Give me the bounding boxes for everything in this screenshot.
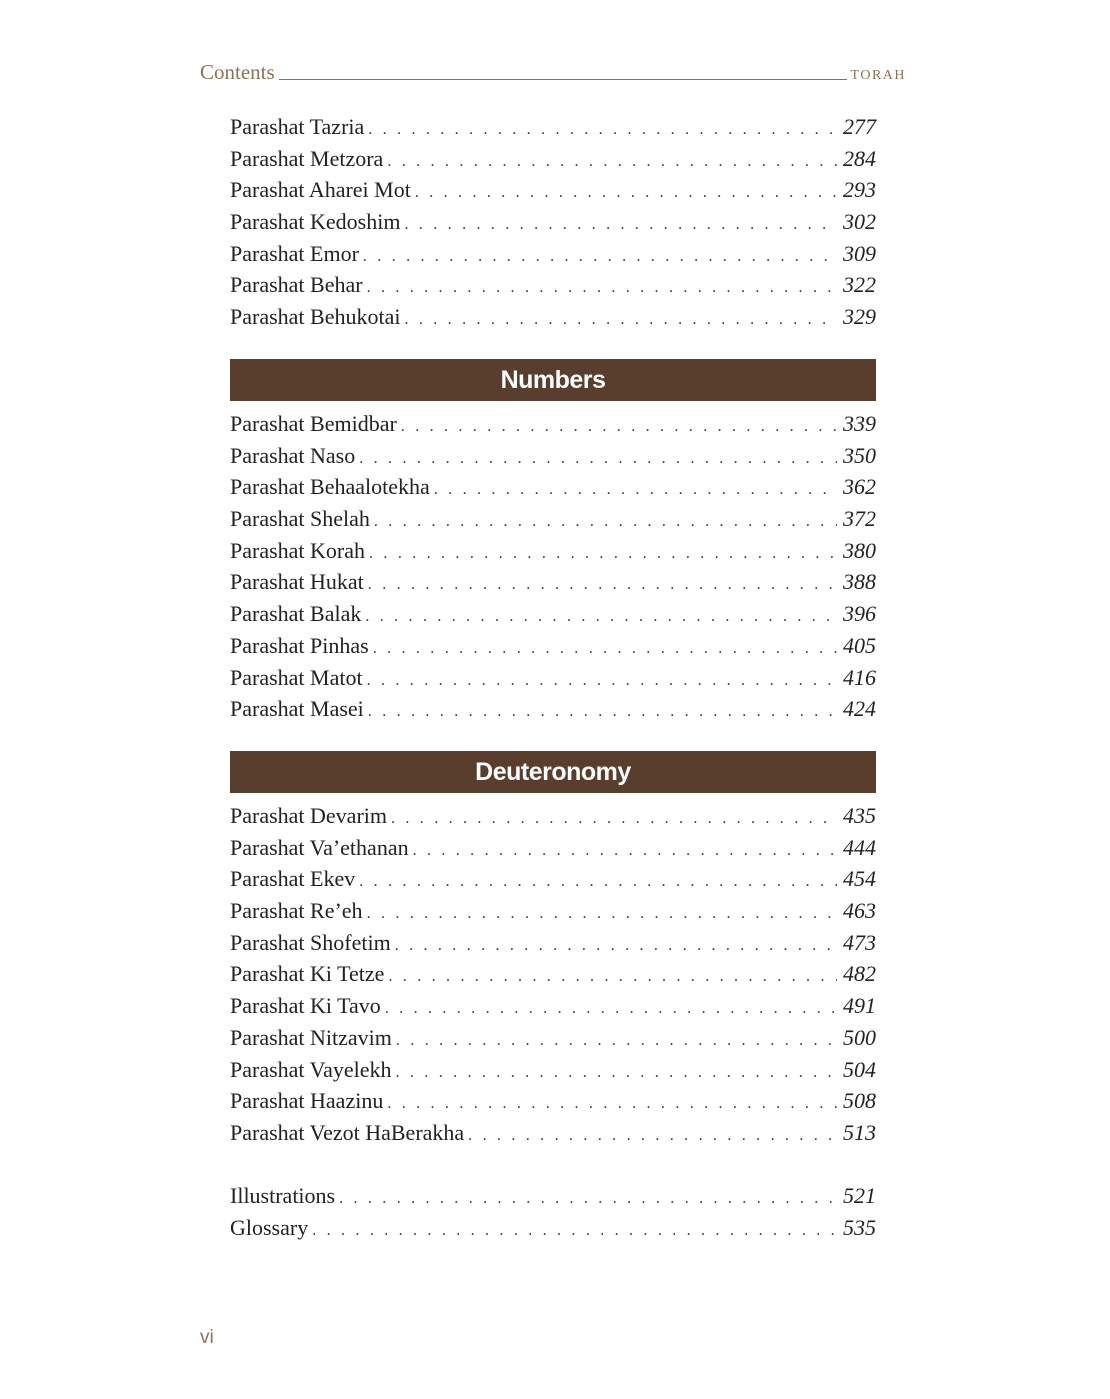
- toc-entry[interactable]: [230, 174, 876, 206]
- toc-entry-page: 435: [843, 803, 876, 828]
- toc-entry-title: Parashat Devarim: [230, 803, 387, 828]
- toc-leviticus-list: [230, 111, 876, 333]
- toc-entry-page: 504: [843, 1056, 876, 1082]
- section-heading-numbers: Numbers: [230, 359, 876, 401]
- toc-entry-page: 284: [843, 145, 876, 171]
- toc-entry-page: 362: [843, 474, 876, 500]
- toc-entry[interactable]: [230, 1022, 876, 1054]
- running-head-rule: [279, 79, 847, 80]
- toc-entry-title: Parashat Behukotai: [230, 304, 401, 330]
- toc-entry-title: Parashat Masei: [230, 696, 364, 722]
- dot-leader: [373, 633, 837, 665]
- toc-entry-title: Parashat Behar: [230, 272, 363, 298]
- toc-entry[interactable]: [230, 440, 876, 472]
- toc-entry-page: 416: [843, 664, 876, 690]
- toc-entry[interactable]: [230, 598, 876, 630]
- toc-entry-page: 424: [843, 696, 876, 722]
- toc-entry-page: 380: [843, 537, 876, 563]
- dot-leader: [391, 803, 837, 835]
- running-head: [200, 58, 906, 86]
- toc-entry[interactable]: [230, 990, 876, 1022]
- running-head-section: Contents: [200, 60, 275, 84]
- toc-entry[interactable]: [230, 566, 876, 598]
- toc-entry-page: 454: [843, 866, 876, 892]
- toc-entry-page: 396: [843, 601, 876, 627]
- toc-entry[interactable]: [230, 143, 876, 175]
- toc-entry-page: 463: [843, 898, 876, 924]
- toc-entry[interactable]: [230, 1054, 876, 1086]
- toc-entry[interactable]: [230, 269, 876, 301]
- toc-entry[interactable]: [230, 1117, 876, 1149]
- toc-entry-title: Parashat Vayelekh: [230, 1056, 392, 1082]
- toc-entry[interactable]: [230, 662, 876, 694]
- toc-entry-title: Parashat Ki Tavo: [230, 993, 381, 1019]
- toc-entry[interactable]: [230, 1180, 876, 1212]
- toc-entry-title: Parashat Korah: [230, 537, 366, 563]
- toc-entry-title: Parashat Tazria: [230, 114, 365, 139]
- dot-leader: [413, 835, 837, 867]
- toc-entry-page: 521: [843, 1183, 876, 1208]
- toc-entry-title: Parashat Balak: [230, 601, 362, 627]
- toc-entry-page: 277: [843, 114, 876, 139]
- toc-entry-title: Parashat Matot: [230, 664, 363, 690]
- toc-entry-title: Illustrations: [230, 1183, 336, 1208]
- toc-entry[interactable]: [230, 832, 876, 864]
- toc-entry-title: Parashat Nitzavim: [230, 1024, 392, 1050]
- toc-entry[interactable]: [230, 111, 876, 143]
- dot-leader: [395, 930, 837, 962]
- dot-leader: [396, 1025, 837, 1057]
- toc-entry-title: Parashat Pinhas: [230, 632, 369, 658]
- toc-back-matter-list: [230, 1180, 876, 1243]
- dot-leader: [368, 114, 837, 146]
- toc-entry-page: 339: [843, 411, 876, 436]
- toc-entry[interactable]: [230, 206, 876, 238]
- toc-entry-title: Parashat Ekev: [230, 866, 356, 892]
- toc-entry-page: 293: [843, 177, 876, 203]
- toc-entry-title: Parashat Ki Tetze: [230, 961, 385, 987]
- toc-entry[interactable]: [230, 693, 876, 725]
- running-head-book: TORAH: [850, 68, 906, 83]
- toc-entry-title: Parashat Re’eh: [230, 898, 363, 924]
- toc-entry-title: Parashat Haazinu: [230, 1088, 384, 1114]
- toc-entry-page: 482: [843, 961, 876, 987]
- toc-entry-page: 473: [843, 929, 876, 955]
- toc-entry-page: 508: [843, 1088, 876, 1114]
- toc-entry[interactable]: [230, 895, 876, 927]
- dot-leader: [415, 177, 837, 209]
- toc-entry[interactable]: [230, 471, 876, 503]
- dot-leader: [367, 898, 837, 930]
- toc-entry-title: Parashat Vezot HaBerakha: [230, 1119, 465, 1145]
- toc-entry-page: 491: [843, 993, 876, 1019]
- toc-entry-title: Parashat Behaalotekha: [230, 474, 430, 500]
- toc-numbers-list: [230, 408, 876, 725]
- toc-entry[interactable]: [230, 1085, 876, 1117]
- dot-leader: [359, 866, 837, 898]
- toc-deuteronomy-list: [230, 800, 876, 1149]
- toc-entry-page: 322: [843, 272, 876, 298]
- toc-entry-page: 513: [843, 1119, 876, 1145]
- toc-entry-title: Parashat Va’ethanan: [230, 834, 409, 860]
- toc-entry-title: Parashat Kedoshim: [230, 209, 401, 235]
- toc-entry[interactable]: [230, 800, 876, 832]
- toc-entry-title: Parashat Aharei Mot: [230, 177, 411, 203]
- toc-entry[interactable]: [230, 1212, 876, 1244]
- dot-leader: [359, 443, 837, 475]
- toc-entry-page: 350: [843, 442, 876, 468]
- toc-entry-page: 309: [843, 240, 876, 266]
- dot-leader: [339, 1183, 837, 1215]
- toc-entry[interactable]: [230, 238, 876, 270]
- dot-leader: [312, 1215, 837, 1247]
- toc-entry[interactable]: [230, 301, 876, 333]
- dot-leader: [367, 272, 837, 304]
- toc-entry[interactable]: [230, 863, 876, 895]
- toc-entry-title: Parashat Metzora: [230, 145, 384, 171]
- section-heading-deuteronomy: Deuteronomy: [230, 751, 876, 793]
- dot-leader: [368, 569, 837, 601]
- toc-entry-title: Parashat Shelah: [230, 506, 370, 532]
- toc-entry-title: Parashat Bemidbar: [230, 411, 397, 436]
- dot-leader: [404, 304, 837, 336]
- toc-entry[interactable]: [230, 927, 876, 959]
- toc-entry-page: 302: [843, 209, 876, 235]
- toc-entry[interactable]: [230, 535, 876, 567]
- toc-entry-page: 444: [843, 834, 876, 860]
- dot-leader: [388, 961, 837, 993]
- page-number: vi: [200, 1327, 214, 1348]
- toc-entry[interactable]: [230, 408, 876, 440]
- toc-entry-page: 500: [843, 1024, 876, 1050]
- dot-leader: [396, 1057, 838, 1089]
- toc-entry-page: 388: [843, 569, 876, 595]
- dot-leader: [369, 538, 837, 570]
- dot-leader: [374, 506, 837, 538]
- dot-leader: [367, 665, 837, 697]
- toc-entry-title: Parashat Naso: [230, 442, 356, 468]
- toc-entry-title: Parashat Hukat: [230, 569, 364, 595]
- toc-entry-title: Parashat Emor: [230, 240, 359, 266]
- toc-entry-page: 329: [843, 304, 876, 330]
- dot-leader: [387, 1088, 837, 1120]
- dot-leader: [385, 993, 837, 1025]
- toc-entry-page: 535: [843, 1214, 876, 1240]
- dot-leader: [434, 474, 837, 506]
- dot-leader: [365, 601, 837, 633]
- toc-entry[interactable]: [230, 503, 876, 535]
- dot-leader: [404, 209, 837, 241]
- toc-entry[interactable]: [230, 958, 876, 990]
- toc-entry-page: 372: [843, 506, 876, 532]
- dot-leader: [401, 411, 837, 443]
- dot-leader: [387, 146, 837, 178]
- dot-leader: [363, 241, 837, 273]
- toc-entry-title: Parashat Shofetim: [230, 929, 391, 955]
- toc-entry-page: 405: [843, 632, 876, 658]
- toc-entry[interactable]: [230, 630, 876, 662]
- toc-entry-title: Glossary: [230, 1214, 309, 1240]
- dot-leader: [368, 696, 837, 728]
- dot-leader: [468, 1120, 837, 1152]
